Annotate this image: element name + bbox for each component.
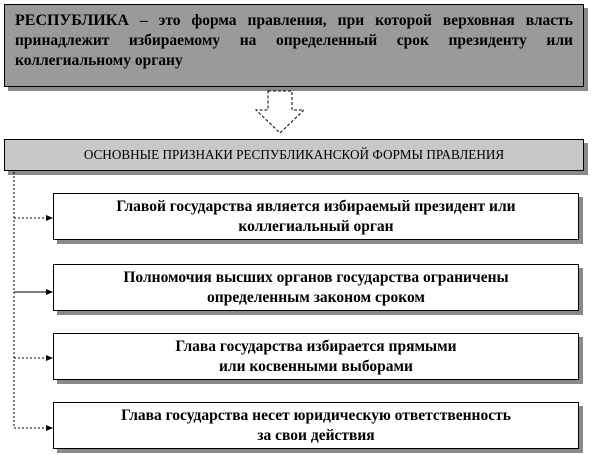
features-header-title: ОСНОВНЫЕ ПРИЗНАКИ РЕСПУБЛИКАНСКОЙ ФОРМЫ ПРАВЛЕНИЯ [83, 147, 505, 162]
feature-2-line-2: определенным законом сроком [207, 288, 425, 306]
feature-box-3 [53, 333, 579, 380]
feature-3-line-1: Глава государства избирается прямыми [175, 337, 457, 355]
feature-1-line-1: Главой государства является избираемый президент или [116, 197, 516, 215]
feature-4-line-1: Глава государства несет юридическую ответственность [121, 406, 511, 424]
feature-1-line-2: коллегиальный орган [238, 217, 394, 235]
feature-4-line-2: за свои действия [257, 426, 375, 444]
feature-2-line-1: Полномочия высших органов государства ограничены [123, 268, 509, 286]
feature-box-2 [53, 264, 579, 311]
definition-text: – это форма правления, при которой верховная власть принадлежит избираемому на определенный срок президенту или коллегиальному органу [15, 12, 573, 69]
feature-box-1 [53, 193, 579, 240]
feature-3-line-2: или косвенными выборами [218, 357, 413, 375]
definition-term: РЕСПУБЛИКА [15, 12, 129, 29]
feature-box-4 [53, 402, 579, 449]
